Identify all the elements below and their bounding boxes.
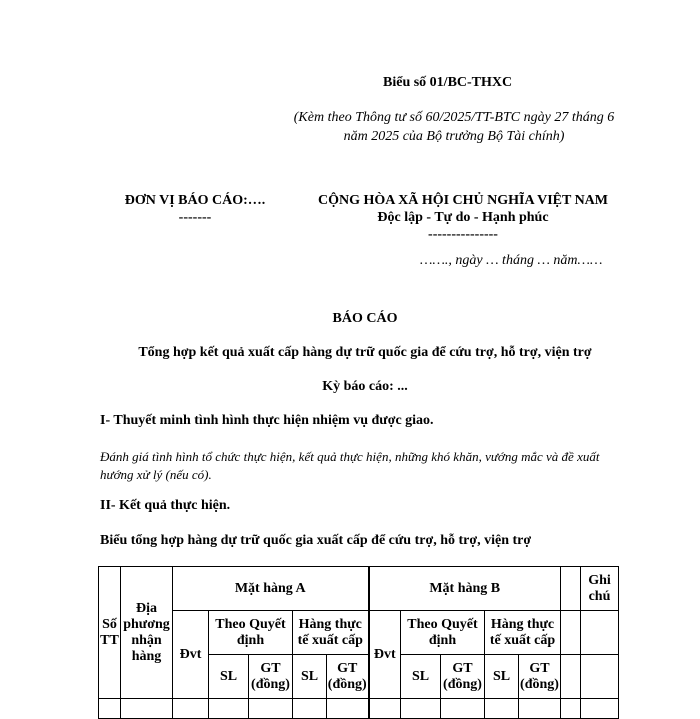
table-cell: [401, 699, 441, 719]
item-b-actual-header: Hàng thực tế xuất cấp: [485, 611, 561, 655]
table-cell: [327, 699, 369, 719]
item-b-by-decision-header: Theo Quyết định: [401, 611, 485, 655]
item-b-decision-value-header: GT (đồng): [441, 655, 485, 699]
item-a-header: Mặt hàng A: [173, 567, 369, 611]
attachment-note-line-1: (Kèm theo Thông tư số 60/2025/TT-BTC ngày 27 tháng 6: [293, 110, 615, 125]
nation-name: CỘNG HÒA XÃ HỘI CHỦ NGHĨA VIỆT NAM: [317, 193, 608, 208]
col-no-header: Số TT: [99, 567, 121, 699]
reporting-unit: ĐƠN VỊ BÁO CÁO:….: [124, 193, 266, 208]
item-a-actual-qty-header: SL: [293, 655, 327, 699]
section-1-heading: I- Thuyết minh tình hình thực hiện nhiệm vụ được giao.: [100, 413, 434, 428]
item-a-unit-header: Đvt: [173, 611, 209, 699]
blank-header-cell: [561, 611, 581, 655]
item-b-actual-value-header: GT (đồng): [519, 655, 561, 699]
table-cell: [519, 699, 561, 719]
attachment-note: [270, 108, 638, 146]
table-cell: [173, 699, 209, 719]
table-cell: [561, 699, 581, 719]
item-b-decision-qty-header: SL: [401, 655, 441, 699]
item-a-decision-value-header: GT (đồng): [249, 655, 293, 699]
table-header-row-2: [99, 611, 619, 655]
table-cell: [485, 699, 519, 719]
item-a-actual-value-header: GT (đồng): [327, 655, 369, 699]
blank-header-cell: [561, 567, 581, 611]
national-motto: Độc lập - Tự do - Hạnh phúc: [377, 210, 549, 225]
national-motto-rule: ---------------: [428, 227, 498, 242]
report-title: BÁO CÁO: [332, 311, 398, 326]
blank-header-cell: [581, 611, 619, 655]
table-cell: [209, 699, 249, 719]
table-cell: [121, 699, 173, 719]
summary-table: [98, 566, 619, 719]
form-number: Biểu số 01/BC-THXC: [383, 75, 513, 90]
item-b-unit-header: Đvt: [369, 611, 401, 699]
section-2-heading: II- Kết quả thực hiện.: [100, 498, 231, 513]
report-subtitle: Tổng hợp kết quả xuất cấp hàng dự trữ quốc gia để cứu trợ, hỗ trợ, viện trợ: [138, 345, 592, 360]
item-a-by-decision-header: Theo Quyết định: [209, 611, 293, 655]
table-cell: [99, 699, 121, 719]
item-b-header: Mặt hàng B: [369, 567, 561, 611]
table-cell: [249, 699, 293, 719]
dateline: ……., ngày … tháng … năm……: [420, 253, 603, 268]
blank-header-cell: [581, 655, 619, 699]
table-cell: [369, 699, 401, 719]
report-period: Kỳ báo cáo: ...: [322, 379, 408, 394]
table-cell: [293, 699, 327, 719]
attachment-note-line-2: năm 2025 của Bộ trưởng Bộ Tài chính): [343, 129, 565, 144]
table-header-row-1: [99, 567, 619, 611]
item-b-actual-qty-header: SL: [485, 655, 519, 699]
table-cell: [581, 699, 619, 719]
col-note-header: Ghi chú: [581, 567, 619, 611]
table-cell: [441, 699, 485, 719]
blank-header-cell: [561, 655, 581, 699]
item-a-actual-header: Hàng thực tế xuất cấp: [293, 611, 369, 655]
item-a-decision-qty-header: SL: [209, 655, 249, 699]
section-1-note: Đánh giá tình hình tổ chức thực hiện, kết quả thực hiện, những khó khăn, vướng mắc và đề xuất hướng xử lý (nếu có).: [100, 449, 600, 482]
reporting-unit-block: [100, 192, 290, 226]
table-title: Biểu tổng hợp hàng dự trữ quốc gia xuất cấp để cứu trợ, hỗ trợ, viện trợ: [100, 533, 532, 548]
national-header: [298, 192, 628, 243]
table-row: [99, 699, 619, 719]
reporting-unit-rule: -------: [178, 210, 212, 225]
col-locality-header: Địa phương nhận hàng: [121, 567, 173, 699]
